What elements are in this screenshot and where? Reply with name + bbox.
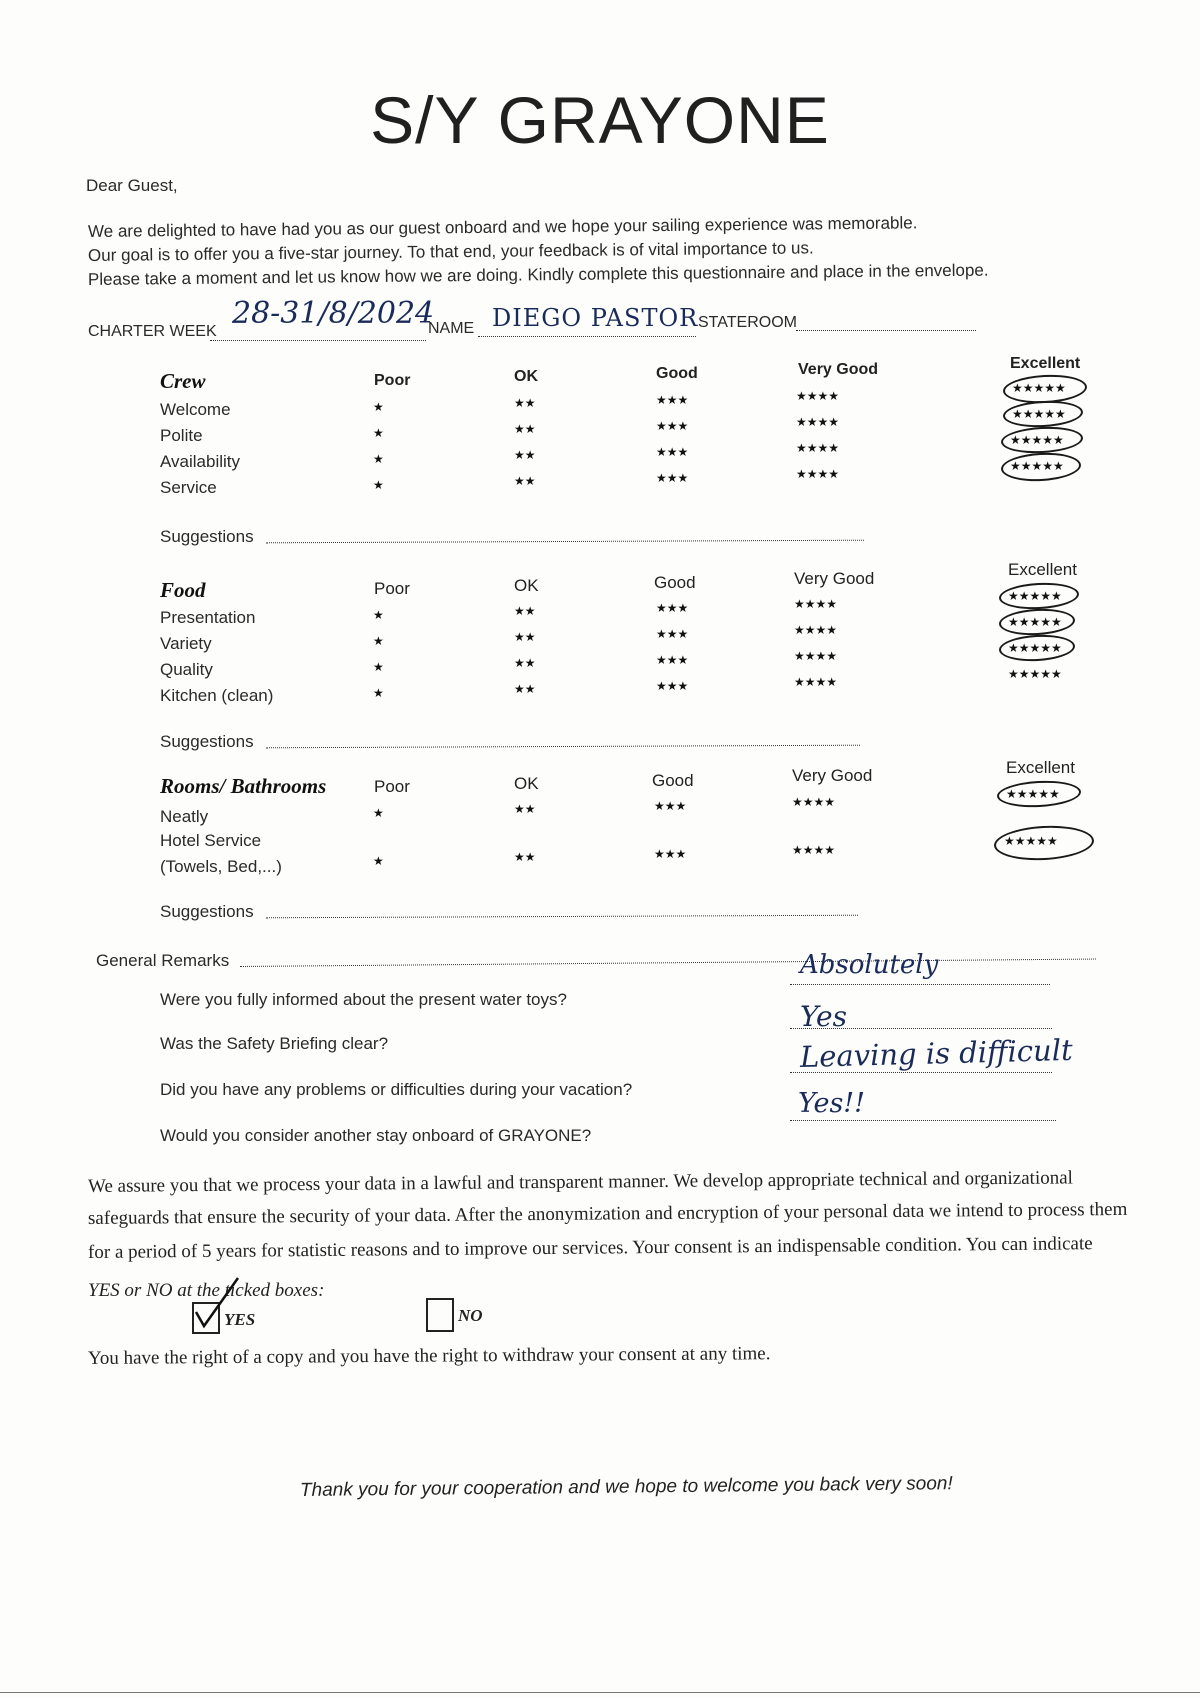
question-4: Would you consider another stay onboard of GRAYONE?	[160, 1126, 592, 1145]
crew-item-availability: Availability	[160, 452, 241, 471]
privacy-line-4: YES or NO at the ticked boxes:	[88, 1280, 325, 1301]
rating-ok[interactable]: ★★	[514, 802, 536, 816]
rating-very-good[interactable]: ★★★★	[792, 843, 836, 857]
rating-ok[interactable]: ★★	[514, 682, 536, 696]
rating-excellent[interactable]: ★★★★★	[1012, 407, 1066, 421]
selection-circle	[1000, 451, 1081, 483]
col-excellent: Excellent	[1008, 560, 1077, 579]
food-suggestions-line[interactable]	[266, 745, 860, 749]
rating-ok[interactable]: ★★	[514, 604, 536, 618]
rating-excellent[interactable]: ★★★★★	[1008, 589, 1062, 603]
rating-excellent[interactable]: ★★★★★	[1008, 615, 1062, 629]
rating-good[interactable]: ★★★	[656, 679, 689, 693]
col-poor: Poor	[374, 579, 410, 598]
general-remarks-label: General Remarks	[96, 951, 230, 970]
selection-circle	[1000, 425, 1083, 455]
rating-poor[interactable]: ★	[373, 400, 384, 414]
col-ok: OK	[514, 368, 538, 385]
food-suggestions-label: Suggestions	[160, 732, 254, 751]
consent-no-checkbox[interactable]	[426, 1298, 454, 1332]
charter-week-label: CHARTER WEEK	[88, 323, 217, 340]
col-excellent: Excellent	[1006, 758, 1075, 777]
rating-ok[interactable]: ★★	[514, 656, 536, 670]
rating-very-good[interactable]: ★★★★	[794, 597, 838, 611]
rating-poor[interactable]: ★	[373, 478, 384, 492]
privacy-line-2: safeguards that ensure the security of your data. After the anonymization and encryption of your personal data we intend to process them	[87, 1198, 1128, 1229]
rating-good[interactable]: ★★★	[656, 653, 689, 667]
col-good: Good	[654, 573, 696, 592]
rooms-item-neatly: Neatly	[160, 807, 209, 826]
answer-4[interactable]: Yes!!	[798, 1088, 866, 1119]
name-line	[478, 336, 696, 337]
rating-very-good[interactable]: ★★★★	[796, 467, 840, 481]
rating-ok[interactable]: ★★	[514, 630, 536, 644]
answer-1[interactable]: Absolutely	[800, 950, 939, 980]
answer-2[interactable]: Yes	[800, 1000, 847, 1033]
rating-poor[interactable]: ★	[373, 608, 384, 622]
rating-excellent[interactable]: ★★★★★	[1008, 641, 1062, 655]
rating-ok[interactable]: ★★	[514, 850, 536, 864]
col-poor: Poor	[374, 777, 410, 796]
rating-good[interactable]: ★★★	[656, 445, 689, 459]
question-3: Did you have any problems or difficulties during your vacation?	[160, 1080, 633, 1099]
rating-very-good[interactable]: ★★★★	[794, 623, 838, 637]
rating-excellent[interactable]: ★★★★★	[1012, 381, 1066, 395]
greeting: Dear Guest,	[86, 176, 178, 195]
selection-circle	[1002, 399, 1083, 429]
rating-very-good[interactable]: ★★★★	[794, 649, 838, 663]
crew-item-service: Service	[160, 478, 217, 497]
rating-ok[interactable]: ★★	[514, 474, 536, 488]
rooms-suggestions-line[interactable]	[266, 915, 858, 919]
col-ok: OK	[514, 774, 539, 793]
col-poor: Poor	[374, 372, 411, 389]
general-remarks-line[interactable]	[240, 959, 1096, 967]
col-good: Good	[652, 771, 694, 790]
scan-edge	[0, 1692, 1200, 1693]
rating-good[interactable]: ★★★	[656, 419, 689, 433]
rating-poor[interactable]: ★	[373, 806, 384, 820]
rating-good[interactable]: ★★★	[656, 471, 689, 485]
rating-good[interactable]: ★★★	[654, 799, 687, 813]
rating-ok[interactable]: ★★	[514, 396, 536, 410]
rating-good[interactable]: ★★★	[654, 847, 687, 861]
rating-excellent[interactable]: ★★★★★	[1006, 787, 1060, 801]
rating-very-good[interactable]: ★★★★	[796, 441, 840, 455]
col-excellent: Excellent	[1010, 355, 1081, 372]
rating-very-good[interactable]: ★★★★	[796, 389, 840, 403]
rating-excellent[interactable]: ★★★★★	[1004, 834, 1058, 848]
name-value[interactable]: DIEGO PASTOR	[492, 304, 699, 332]
col-good: Good	[656, 365, 698, 382]
rating-ok[interactable]: ★★	[514, 422, 536, 436]
rights-text: You have the right of a copy and you have the right to withdraw your consent at any time.	[87, 1343, 771, 1369]
privacy-line-1: We assure you that we process your data in a lawful and transparent manner. We develop appropriate technical and organizational	[87, 1167, 1073, 1197]
rating-ok[interactable]: ★★	[514, 448, 536, 462]
col-very-good: Very Good	[798, 361, 879, 378]
consent-no-label: NO	[458, 1306, 483, 1325]
consent-yes-label: YES	[224, 1310, 256, 1329]
question-1: Were you fully informed about the present water toys?	[160, 990, 567, 1009]
answer-line-1	[790, 984, 1050, 985]
rooms-item-towels-bed: (Towels, Bed,...)	[160, 857, 282, 876]
page-title: S/Y GRAYONE	[370, 83, 830, 157]
rooms-suggestions-label: Suggestions	[160, 902, 254, 921]
rating-good[interactable]: ★★★	[656, 601, 689, 615]
rating-poor[interactable]: ★	[373, 686, 384, 700]
selection-circle	[998, 581, 1079, 611]
food-item-presentation: Presentation	[160, 608, 256, 627]
question-2: Was the Safety Briefing clear?	[160, 1034, 389, 1053]
section-title-crew: Crew	[160, 369, 206, 393]
name-label: NAME	[428, 320, 475, 337]
section-title-rooms: Rooms/ Bathrooms	[160, 774, 327, 798]
food-item-quality: Quality	[160, 660, 213, 679]
rating-very-good[interactable]: ★★★★	[796, 415, 840, 429]
answer-3[interactable]: Leaving is difficult	[799, 1032, 1074, 1074]
food-item-kitchen: Kitchen (clean)	[160, 686, 274, 705]
selection-circle	[993, 823, 1095, 862]
section-title-food: Food	[160, 578, 206, 602]
charter-week-line	[210, 340, 426, 341]
crew-item-polite: Polite	[160, 426, 203, 445]
rating-excellent[interactable]: ★★★★★	[1008, 667, 1062, 681]
selection-circle	[998, 607, 1075, 637]
rating-poor[interactable]: ★	[373, 452, 384, 466]
rating-poor[interactable]: ★	[373, 426, 384, 440]
rooms-item-hotel-service: Hotel Service	[160, 831, 262, 850]
col-ok: OK	[514, 576, 539, 595]
intro-line-2: Our goal is to offer you a five-star journey. To that end, your feedback is of vital importance to us.	[87, 238, 814, 265]
rating-good[interactable]: ★★★	[656, 627, 689, 641]
privacy-line-3: for a period of 5 years for statistic reasons and to improve our services. Your consent is an indispensable condition. You can indicate	[87, 1233, 1093, 1263]
rating-poor[interactable]: ★	[373, 854, 384, 868]
rating-very-good[interactable]: ★★★★	[792, 795, 836, 809]
selection-circle	[998, 633, 1075, 663]
rating-poor[interactable]: ★	[373, 660, 384, 674]
stateroom-line	[796, 330, 976, 331]
crew-suggestions-line[interactable]	[266, 540, 864, 544]
rating-very-good[interactable]: ★★★★	[794, 675, 838, 689]
rating-excellent[interactable]: ★★★★★	[1010, 433, 1064, 447]
answer-line-4	[790, 1120, 1056, 1121]
rating-poor[interactable]: ★	[373, 634, 384, 648]
crew-item-welcome: Welcome	[160, 400, 231, 419]
selection-circle	[996, 779, 1081, 809]
col-very-good: Very Good	[792, 766, 873, 785]
intro-line-1: We are delighted to have had you as our guest onboard and we hope your sailing experience was memorable.	[87, 213, 918, 241]
intro-line-3: Please take a moment and let us know how we are doing. Kindly complete this questionnaire and place in the envelope.	[87, 260, 989, 289]
crew-suggestions-label: Suggestions	[160, 527, 254, 546]
charter-week-value[interactable]: 28-31/8/2024	[232, 296, 435, 331]
closing-message: Thank you for your cooperation and we hope to welcome you back very soon!	[299, 1473, 953, 1501]
stateroom-label: STATEROOM	[698, 314, 797, 331]
col-very-good: Very Good	[794, 569, 875, 588]
rating-good[interactable]: ★★★	[656, 393, 689, 407]
rating-excellent[interactable]: ★★★★★	[1010, 459, 1064, 473]
food-item-variety: Variety	[160, 634, 212, 653]
